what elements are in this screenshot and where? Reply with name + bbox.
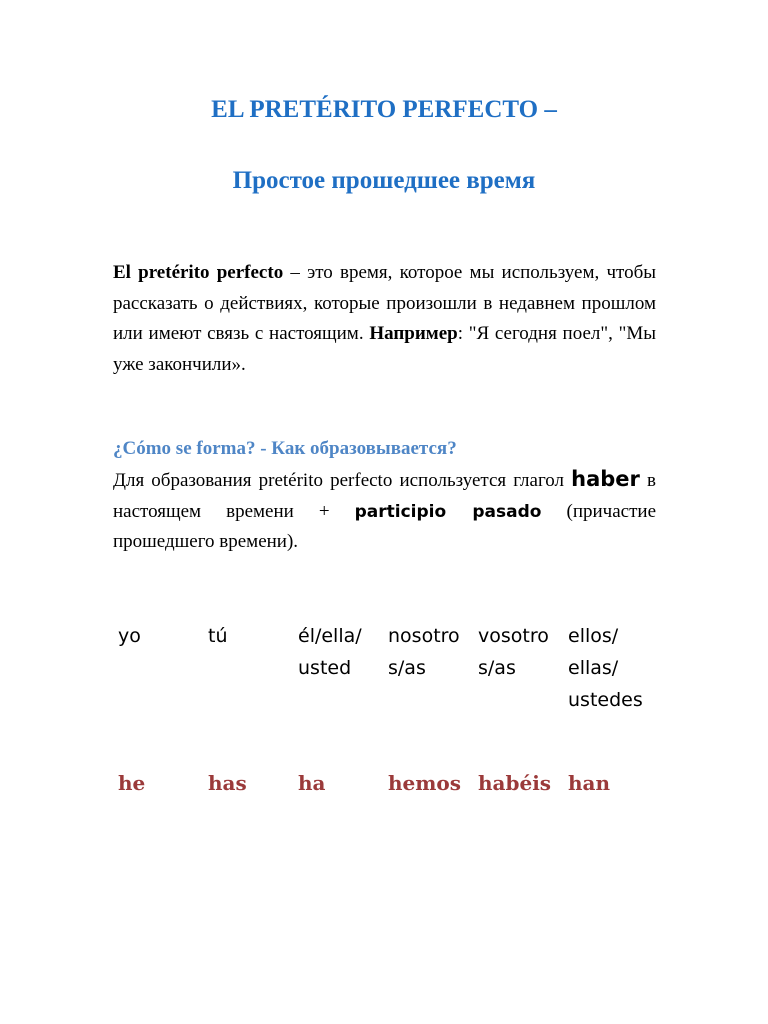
formation-text-before: Для образования pretérito perfecto используется глагол [113,470,572,491]
formation-text-middle: в настоящем времени + [113,470,656,522]
conjugation-column [568,620,658,795]
pronoun-line: ustedes [568,689,643,711]
page-subtitle: Простое прошедшее время [232,167,536,194]
page-title: EL PRETÉRITO PERFECTO – [211,96,557,123]
conjugation-column [208,620,298,795]
pronoun-line: usted [298,657,352,679]
formation-paragraph [113,464,656,558]
intro-paragraph [113,258,656,380]
verb-haber: haber [571,467,640,491]
pronoun-line: nosotro [388,625,460,647]
pronoun-line: ellos/ [568,625,619,647]
participle-label: participio pasado [354,501,542,522]
aux-form: hemos [388,771,462,795]
pronoun-line: s/as [388,657,426,679]
pronoun-line: yo [118,625,141,647]
pronoun-line: tú [208,625,228,647]
conjugation-column [118,620,208,795]
example-text: : "Я сегодня поел", "Мы уже закончили». [113,323,656,375]
formation-heading: ¿Cómo se forma? - Как образовывается? [113,438,457,459]
conjugation-column [298,620,388,795]
aux-form: has [208,771,247,795]
conjugation-column [478,620,568,795]
pronoun-line: él/ella/ [298,625,362,647]
conjugation-column [388,620,478,795]
pronoun-line: ellas/ [568,657,619,679]
intro-text: – это время, которое мы используем, чтобы рассказать о действиях, которые произошли в недавнем прошлом или имеют связь с настоящим. [113,262,657,344]
formation-text-after: (причастие прошедшего времени). [113,500,657,552]
example-label: Например [369,323,458,344]
aux-form: ha [298,771,326,795]
aux-form: han [568,771,611,795]
pronoun-line: vosotro [478,625,549,647]
aux-form: habéis [478,771,552,795]
aux-form: he [118,771,146,795]
term-label: El pretérito perfecto [113,262,284,283]
pronoun-line: s/as [478,657,516,679]
